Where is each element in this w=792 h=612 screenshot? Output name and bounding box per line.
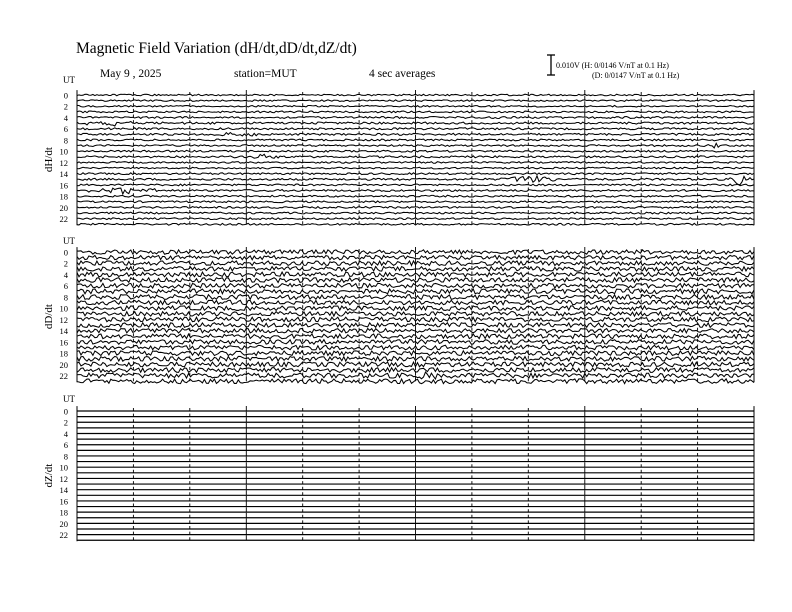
hour-tick-label: 2 xyxy=(63,101,68,112)
hour-tick-label: 0 xyxy=(63,90,68,101)
hour-tick-label: 10 xyxy=(59,146,68,157)
panel-dhdt xyxy=(43,75,754,225)
minute-ticks xyxy=(77,451,754,456)
minute-ticks xyxy=(77,434,754,439)
hour-tick-label: 4 xyxy=(63,113,68,123)
minute-ticks xyxy=(77,524,754,529)
averaging-label: 4 sec averages xyxy=(369,68,436,80)
ut-axis-label: UT xyxy=(63,394,75,404)
minute-ticks xyxy=(77,518,754,523)
hour-tick-label: 4 xyxy=(63,429,68,439)
panel-dzdt xyxy=(43,394,754,541)
hour-tick-label: 6 xyxy=(63,124,68,135)
hour-tick-label: 18 xyxy=(59,507,68,518)
hour-tick-label: 6 xyxy=(63,281,68,292)
hour-tick-label: 16 xyxy=(59,337,68,348)
hour-tick-label: 22 xyxy=(59,530,68,541)
hour-tick-label: 22 xyxy=(59,371,68,382)
hour-tick-label: 2 xyxy=(63,417,68,428)
ut-axis-label: UT xyxy=(63,236,75,246)
hour-tick-label: 16 xyxy=(59,180,68,191)
chart-title: Magnetic Field Variation (dH/dt,dD/dt,dZ/dt) xyxy=(76,40,357,57)
hour-tick-label: 18 xyxy=(59,191,68,202)
scale-value-d: (D: 0/0147 V/nT at 0.1 Hz) xyxy=(592,71,680,80)
minute-ticks xyxy=(77,513,754,518)
minute-ticks xyxy=(77,445,754,450)
hour-tick-label: 12 xyxy=(59,314,68,325)
hour-tick-label: 18 xyxy=(59,348,68,359)
panel-axis-label: dZ/dt xyxy=(43,463,55,488)
minute-ticks xyxy=(77,320,754,325)
hour-tick-label: 12 xyxy=(59,473,68,484)
minute-ticks xyxy=(77,118,754,123)
panels-group xyxy=(43,75,754,541)
hour-tick-label: 14 xyxy=(59,326,68,337)
hour-tick-label: 2 xyxy=(63,258,68,269)
hour-tick-label: 14 xyxy=(59,485,68,496)
minute-ticks xyxy=(77,502,754,507)
minute-ticks xyxy=(77,96,754,101)
ut-axis-label: UT xyxy=(63,75,75,85)
minute-ticks xyxy=(77,417,754,422)
minute-ticks xyxy=(77,496,754,501)
hour-tick-label: 0 xyxy=(63,406,68,417)
panel-axis-label: dH/dt xyxy=(43,147,55,173)
minute-ticks xyxy=(77,468,754,473)
hour-tick-label: 8 xyxy=(63,292,68,303)
minute-ticks xyxy=(77,270,754,275)
minute-ticks xyxy=(77,457,754,462)
panel-axis-label: dD/dt xyxy=(43,304,55,330)
minute-ticks xyxy=(77,163,754,168)
minute-ticks xyxy=(77,462,754,467)
hour-tick-label: 22 xyxy=(59,214,68,225)
minute-ticks xyxy=(77,286,754,291)
station-label: station=MUT xyxy=(234,68,297,80)
hour-tick-label: 6 xyxy=(63,440,68,451)
hour-tick-label: 10 xyxy=(59,462,68,473)
minute-ticks xyxy=(77,535,754,540)
minute-ticks xyxy=(77,406,754,411)
hour-tick-label: 10 xyxy=(59,303,68,314)
minute-ticks xyxy=(77,479,754,484)
scale-bar-icon xyxy=(547,55,555,75)
minute-ticks xyxy=(77,348,754,353)
hour-tick-label: 16 xyxy=(59,496,68,507)
minute-ticks xyxy=(77,485,754,490)
minute-ticks xyxy=(77,107,754,112)
minute-ticks xyxy=(77,440,754,445)
minute-ticks xyxy=(77,314,754,319)
date-label: May 9 , 2025 xyxy=(100,68,162,80)
minute-ticks xyxy=(77,507,754,512)
minute-ticks xyxy=(77,429,754,434)
hour-tick-label: 14 xyxy=(59,169,68,180)
minute-ticks xyxy=(77,490,754,495)
hour-tick-label: 8 xyxy=(63,135,68,146)
hour-tick-label: 8 xyxy=(63,451,68,462)
hour-tick-label: 20 xyxy=(59,518,68,529)
minute-ticks xyxy=(77,423,754,428)
panel-dddt xyxy=(43,236,754,384)
scale-value-h: 0.010V (H: 0/0146 V/nT at 0.1 Hz) xyxy=(556,61,669,70)
minute-ticks xyxy=(77,530,754,535)
minute-ticks xyxy=(77,412,754,417)
hour-tick-label: 20 xyxy=(59,202,68,213)
minute-ticks xyxy=(77,473,754,478)
hour-tick-label: 0 xyxy=(63,247,68,258)
hour-tick-label: 20 xyxy=(59,359,68,370)
hour-tick-label: 12 xyxy=(59,157,68,168)
hour-tick-label: 4 xyxy=(63,270,68,280)
